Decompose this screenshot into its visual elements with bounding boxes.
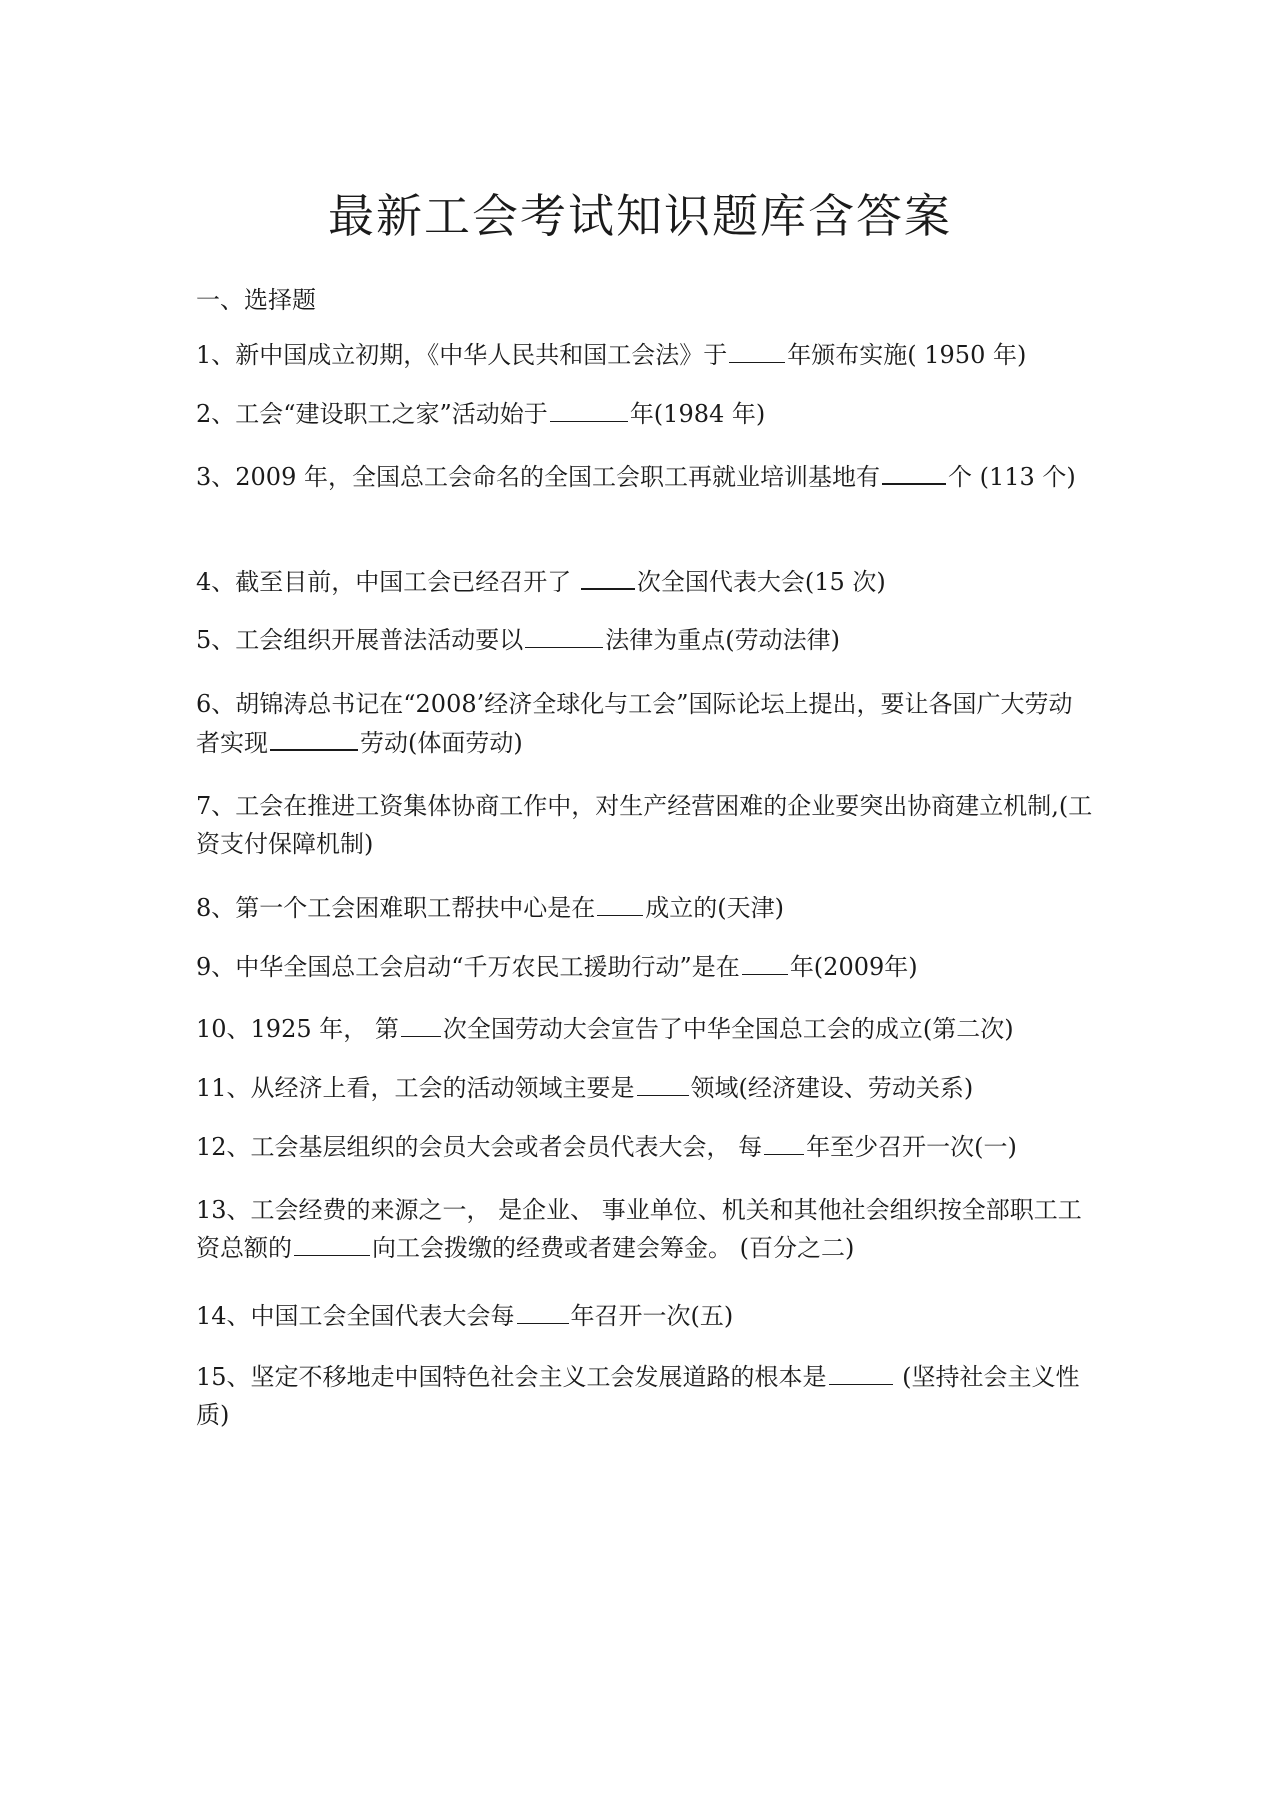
question-text: 年颁布实施( 1950 年): [787, 341, 1027, 369]
section-heading: 一、选择题: [196, 286, 316, 314]
question-text: 1、新中国成立初期，《中华人民共和国工会法》于: [196, 341, 728, 369]
question-text: 15、坚定不移地走中国特色社会主义工会发展道路的根本是: [196, 1363, 827, 1391]
question-text: 次全国代表大会(15 次): [636, 568, 886, 596]
question-text: 3、2009 年，全国总工会命名的全国工会职工再就业培训基地有: [196, 463, 880, 491]
answer-blank: [525, 621, 603, 648]
answer-blank: [597, 889, 643, 916]
answer-blank: [882, 457, 946, 485]
answer-blank: [764, 1128, 804, 1155]
question-6: [196, 685, 1096, 762]
answer-blank: [270, 723, 358, 751]
question-10: [196, 1010, 1096, 1048]
question-text: 年(2009年): [789, 953, 918, 981]
question-text: 11、从经济上看，工会的活动领域主要是: [196, 1074, 635, 1102]
question-3: [196, 457, 1096, 496]
question-text: 5、工会组织开展普法活动要以: [196, 626, 524, 654]
question-14: [196, 1297, 1096, 1335]
question-text: 12、工会基层组织的会员大会或者会员代表大会， 每: [196, 1133, 763, 1161]
answer-blank: [517, 1297, 569, 1324]
question-text: 劳动(体面劳动): [360, 729, 523, 757]
question-2: [196, 395, 1096, 433]
question-13: [196, 1191, 1096, 1267]
question-text: 4、截至目前，中国工会已经召开了: [196, 568, 579, 596]
question-text: 成立的(天津): [645, 894, 785, 922]
question-text: 10、1925 年， 第: [196, 1015, 399, 1043]
answer-blank: [742, 948, 788, 975]
answer-blank: [829, 1358, 893, 1385]
question-11: [196, 1069, 1096, 1107]
question-text: 8、第一个工会困难职工帮扶中心是在: [196, 894, 596, 922]
question-text: 次全国劳动大会宣告了中华全国总工会的成立(第二次): [442, 1015, 1014, 1043]
question-7: [196, 787, 1096, 863]
answer-blank: [581, 562, 635, 590]
question-text: 个 (113 个): [947, 463, 1076, 491]
question-5: [196, 621, 1096, 659]
question-text: 年至少召开一次(一): [806, 1133, 1017, 1161]
question-text: 法律为重点(劳动法律): [605, 626, 841, 654]
question-text: 领域(经济建设、劳动关系): [690, 1074, 974, 1102]
question-text: 7、工会在推进工资集体协商工作中，对生产经营困难的企业要突出协商建立机制,(工资支付保障机制): [196, 792, 1093, 858]
answer-blank: [637, 1069, 689, 1096]
question-text: 年召开一次(五): [570, 1302, 734, 1330]
question-15: [196, 1358, 1096, 1434]
answer-blank: [294, 1229, 370, 1256]
question-text: 2、工会“建设职工之家”活动始于: [196, 400, 548, 428]
question-4: [196, 562, 1096, 601]
question-1: [196, 336, 1096, 374]
question-12: [196, 1128, 1096, 1166]
answer-blank: [550, 395, 628, 422]
question-9: [196, 948, 1096, 986]
question-text: 年(1984 年): [629, 400, 766, 428]
answer-blank: [729, 336, 785, 363]
question-text: 9、中华全国总工会启动“千万农民工援助行动”是在: [196, 953, 740, 981]
question-text: 向工会拨缴的经费或者建会筹金。 (百分之二): [372, 1234, 855, 1262]
question-text: 14、中国工会全国代表大会每: [196, 1302, 515, 1330]
question-8: [196, 889, 1096, 927]
document-title: 最新工会考试知识题库含答案: [328, 189, 952, 243]
question-text: 6、胡锦涛总书记在“2008’经济全球化与工会”国际论坛上提出，要让各国广大劳动者实现: [196, 690, 1073, 757]
question-text: 13、工会经费的来源之一， 是企业、 事业单位、机关和其他社会组织按全部职工工资总额的: [196, 1196, 1082, 1262]
question-text: (坚持社会主义性质): [196, 1363, 1080, 1429]
answer-blank: [401, 1010, 441, 1037]
